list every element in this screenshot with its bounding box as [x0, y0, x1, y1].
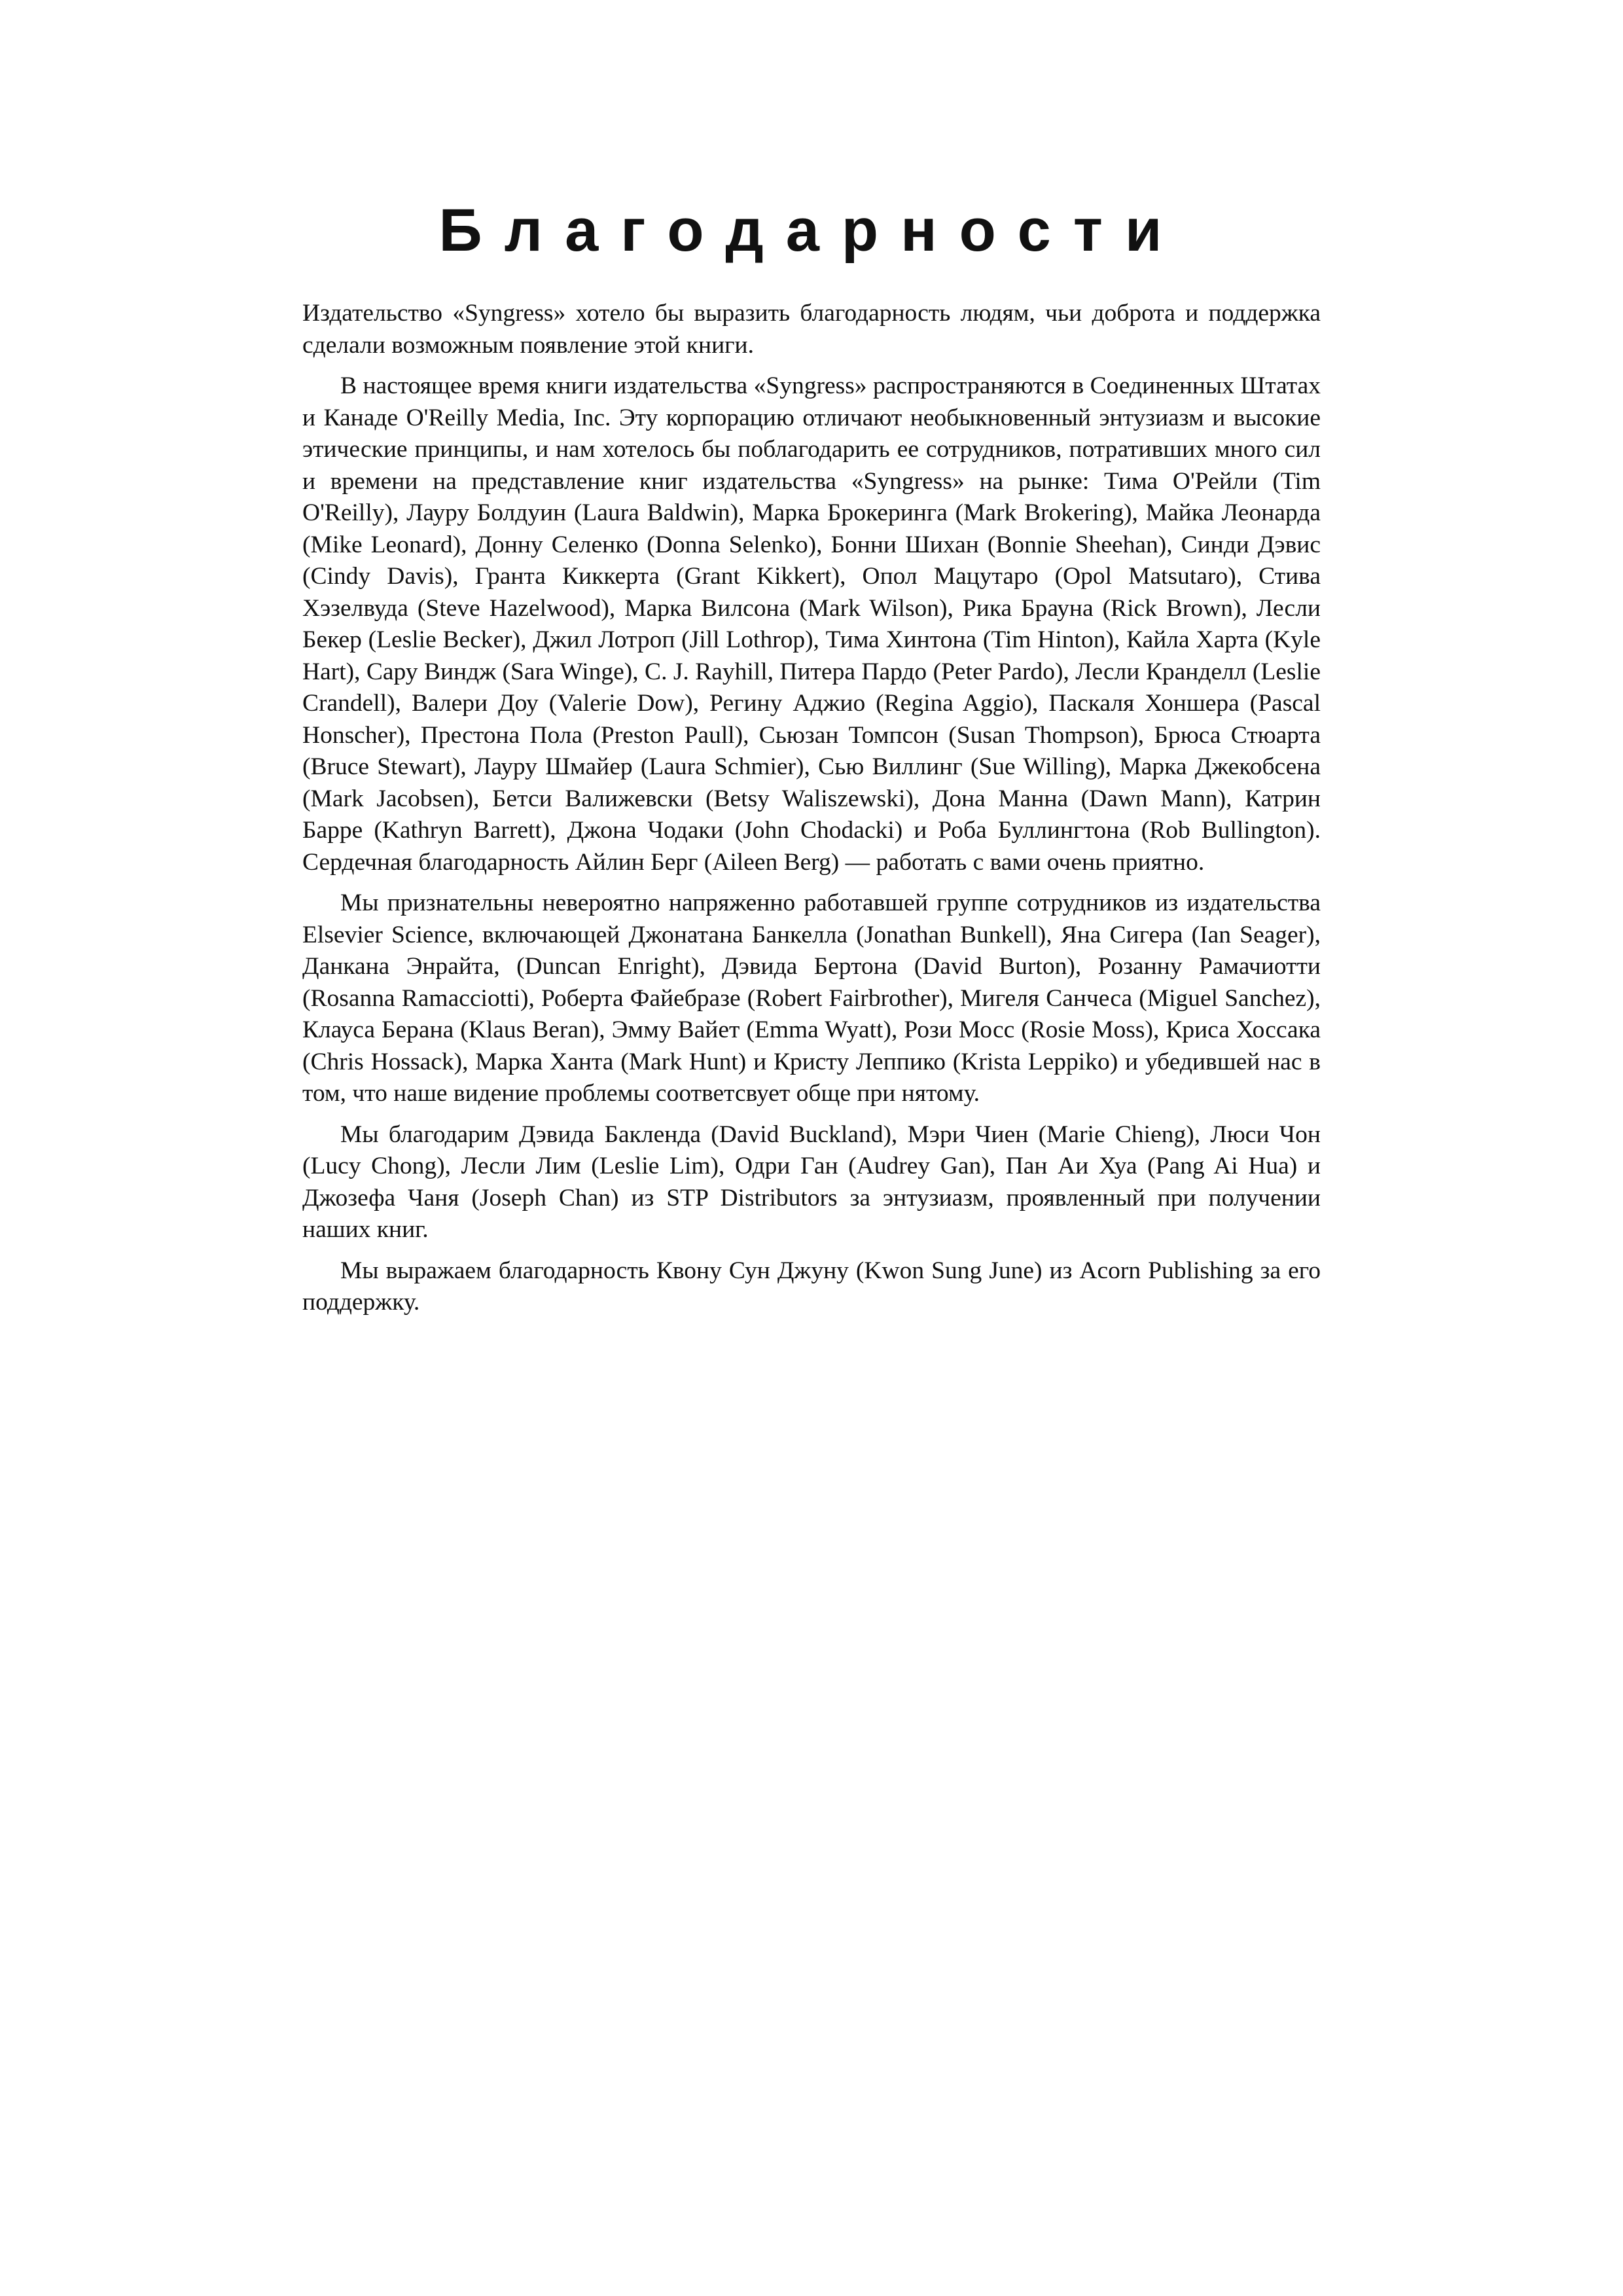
paragraph-acorn-publishing: Мы выражаем благодарность Квону Сун Джуну (Kwon Sung June) из Acorn Publishing за его поддержку.	[302, 1257, 1321, 1316]
paragraph-elsevier: Мы признательны невероятно напряженно работавшей группе сотрудников из издательства Elsevier Science, включающей Джонатана Банкелла (Jonathan Bunkell), Яна Сигера (Ian Seager), Данкана Энрайта, (Duncan Enright), Дэвида Бертона (David Burton), Розанну Рамачиотти (Rosanna Ramacciotti), Роберта Файебразе (Robert Fairbrother), Мигеля Санчеса (Miguel Sanchez), Клауса Берана (Klaus Beran), Эмму Вайет (Emma Wyatt), Рози Мосс (Rosie Moss), Криса Хоссака (Chris Hossack), Марка Ханта (Mark Hunt) и Кристу Леппико (Krista Leppiko) и убедившей нас в том, что наше видение проблемы соответсвует обще при нятому.	[302, 889, 1321, 1107]
paragraph-stp-distributors: Мы благодарим Дэвида Бакленда (David Buckland), Мэри Чиен (Marie Chieng), Люси Чон (Lucy Chong), Лесли Лим (Leslie Lim), Одри Ган (Audrey Gan), Пан Аи Хуа (Pang Ai Hua) и Джозефа Чаня (Joseph Chan) из STP Distributors за энтузиазм, проявленный при получении наших книг.	[302, 1121, 1321, 1243]
paragraph-oreilly: В настоящее время книги издательства «Syngress» распространяются в Соединенных Штатах и Канаде O'Reilly Media, Inc. Эту корпорацию отличают необыкновенный энтузиазм и высокие этические принципы, и нам хотелось бы поблагодарить ее сотрудников, потративших много сил и времени на представление книг издательства «Syngress» на рынке: Тима О'Рейли (Tim O'Reilly), Лауру Болдуин (Laura Baldwin), Марка Брокеринга (Mark Brokering), Майка Леонарда (Mike Leonard), Донну Селенко (Donna Selenko), Бонни Шихан (Bonnie Sheehan), Синди Дэвис (Cindy Davis), Гранта Киккерта (Grant Kikkert), Опол Мацутаро (Opol Matsutaro), Стива Хэзелвуда (Steve Hazelwood), Марка Вилсона (Mark Wilson), Рика Брауна (Rick Brown), Лесли Бекер (Leslie Becker), Джил Лотроп (Jill Lothrop), Тима Хинтона (Tim Hinton), Кайла Харта (Kyle Hart), Сару Виндж (Sara Winge), C. J. Rayhill, Питера Пардо (Peter Pardo), Лесли Кранделл (Leslie Crandell), Валери Доу (Valerie Dow), Регину Аджио (Regina Aggio), Паскаля Хоншера (Pascal Honscher), Престона Пола (Preston Paull), Сьюзан Томпсон (Susan Thompson), Брюса Стюарта (Bruce Stewart), Лауру Шмайер (Laura Schmier), Сью Виллинг (Sue Willing), Марка Джекобсена (Mark Jacobsen), Бетси Валижевски (Betsy Waliszewski), Дона Манна (Dawn Mann), Катрин Барре (Kathryn Barrett), Джона Чодаки (John Chodacki) и Роба Буллингтона (Rob Bullington). Сердечная благодарность Айлин Берг (Aileen Berg) — работать с вами очень приятно.	[302, 372, 1321, 876]
page-title: Благодарности	[438, 197, 1185, 264]
paragraph-intro: Издательство «Syngress» хотело бы выразить благодарность людям, чьи доброта и поддержка сделали возможным появление этой книги.	[302, 300, 1321, 359]
document-body	[302, 298, 1321, 1328]
